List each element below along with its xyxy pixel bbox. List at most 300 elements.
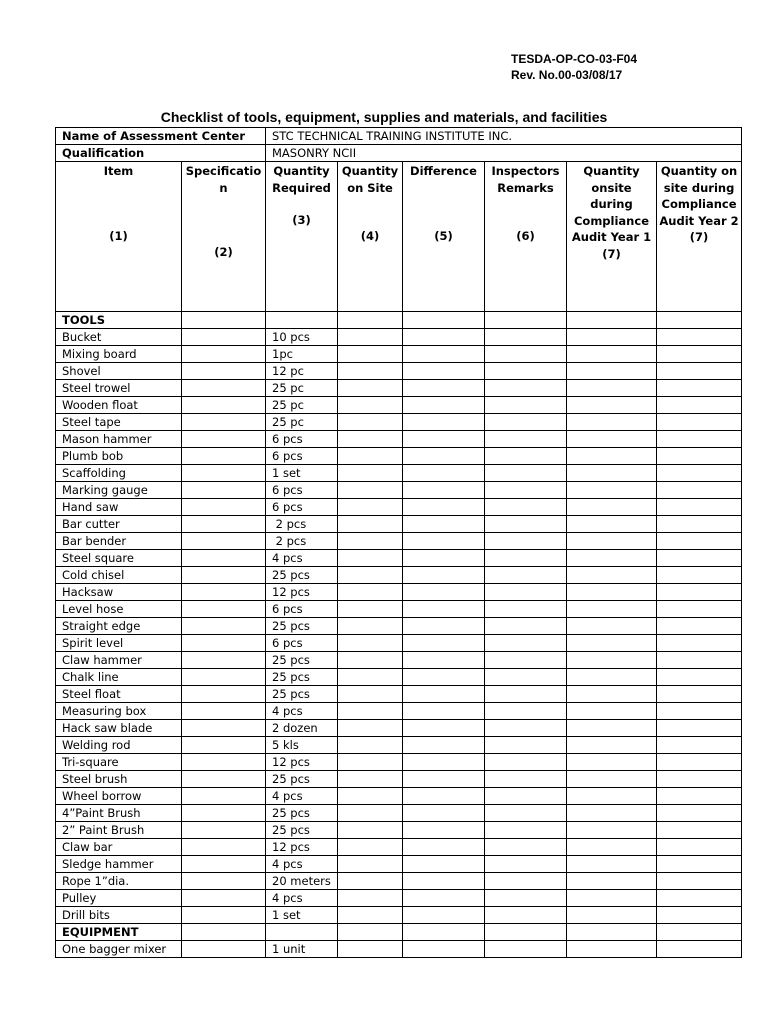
table-row: [56, 805, 742, 822]
empty-cell: [485, 737, 567, 754]
empty-cell: [485, 516, 567, 533]
item-name-cell: Steel float: [56, 686, 182, 703]
header-audit-year-1-label: Quantity onsite during Compliance Audit Year 1: [571, 164, 652, 244]
empty-cell: [182, 584, 266, 601]
tools-section-row: [56, 312, 742, 329]
empty-cell: [657, 363, 742, 380]
empty-cell: [485, 754, 567, 771]
empty-cell: [485, 635, 567, 652]
empty-cell: [657, 873, 742, 890]
item-name-cell: Wheel borrow: [56, 788, 182, 805]
empty-cell: [657, 805, 742, 822]
empty-cell: [485, 822, 567, 839]
empty-cell: [338, 516, 403, 533]
empty-cell: [266, 924, 338, 941]
empty-cell: [485, 346, 567, 363]
empty-cell: [485, 839, 567, 856]
empty-cell: [485, 499, 567, 516]
empty-cell: [403, 516, 485, 533]
empty-cell: [182, 346, 266, 363]
empty-cell: [338, 737, 403, 754]
table-row: [56, 652, 742, 669]
empty-cell: [403, 448, 485, 465]
empty-cell: [657, 414, 742, 431]
empty-cell: [567, 414, 657, 431]
empty-cell: [485, 482, 567, 499]
empty-cell: [567, 686, 657, 703]
empty-cell: [485, 941, 567, 958]
table-row: [56, 873, 742, 890]
empty-cell: [567, 431, 657, 448]
empty-cell: [657, 397, 742, 414]
empty-cell: [182, 890, 266, 907]
empty-cell: [403, 771, 485, 788]
empty-cell: [403, 380, 485, 397]
empty-cell: [182, 771, 266, 788]
empty-cell: [182, 839, 266, 856]
empty-cell: [567, 397, 657, 414]
empty-cell: [338, 482, 403, 499]
quantity-required-cell: 5 kls: [266, 737, 338, 754]
empty-cell: [338, 533, 403, 550]
empty-cell: [485, 856, 567, 873]
quantity-required-cell: 25 pcs: [266, 822, 338, 839]
item-name-cell: Bucket: [56, 329, 182, 346]
empty-cell: [567, 907, 657, 924]
quantity-required-cell: 6 pcs: [266, 601, 338, 618]
empty-cell: [182, 448, 266, 465]
table-row: [56, 907, 742, 924]
empty-cell: [567, 822, 657, 839]
empty-cell: [657, 907, 742, 924]
header-quantity-required-number: (3): [292, 213, 311, 227]
empty-cell: [338, 363, 403, 380]
empty-cell: [403, 346, 485, 363]
empty-cell: [182, 618, 266, 635]
empty-cell: [338, 465, 403, 482]
table-row: [56, 567, 742, 584]
table-row: [56, 499, 742, 516]
table-row: [56, 550, 742, 567]
table-row: [56, 720, 742, 737]
item-name-cell: Bar cutter: [56, 516, 182, 533]
empty-cell: [182, 788, 266, 805]
table-row: [56, 822, 742, 839]
table-row: [56, 754, 742, 771]
empty-cell: [657, 482, 742, 499]
item-name-cell: Cold chisel: [56, 567, 182, 584]
qualification-row: [56, 145, 742, 162]
empty-cell: [182, 754, 266, 771]
empty-cell: [403, 635, 485, 652]
empty-cell: [403, 482, 485, 499]
empty-cell: [338, 839, 403, 856]
empty-cell: [567, 363, 657, 380]
item-name-cell: Shovel: [56, 363, 182, 380]
empty-cell: [567, 669, 657, 686]
empty-cell: [403, 720, 485, 737]
item-name-cell: Wooden float: [56, 397, 182, 414]
empty-cell: [485, 312, 567, 329]
empty-cell: [657, 465, 742, 482]
empty-cell: [485, 397, 567, 414]
empty-cell: [657, 941, 742, 958]
empty-cell: [567, 941, 657, 958]
empty-cell: [567, 567, 657, 584]
empty-cell: [403, 499, 485, 516]
empty-cell: [657, 890, 742, 907]
empty-cell: [182, 907, 266, 924]
empty-cell: [485, 788, 567, 805]
empty-cell: [657, 533, 742, 550]
document-code-block: [511, 51, 637, 83]
quantity-required-cell: 25 pc: [266, 380, 338, 397]
empty-cell: [657, 312, 742, 329]
empty-cell: [182, 720, 266, 737]
empty-cell: [403, 941, 485, 958]
empty-cell: [485, 890, 567, 907]
empty-cell: [657, 771, 742, 788]
empty-cell: [567, 720, 657, 737]
empty-cell: [182, 312, 266, 329]
empty-cell: [338, 703, 403, 720]
item-name-cell: Marking gauge: [56, 482, 182, 499]
empty-cell: [403, 533, 485, 550]
quantity-required-cell: 25 pcs: [266, 805, 338, 822]
quantity-required-cell: 6 pcs: [266, 499, 338, 516]
empty-cell: [338, 618, 403, 635]
table-row: [56, 584, 742, 601]
empty-cell: [657, 584, 742, 601]
empty-cell: [182, 567, 266, 584]
empty-cell: [182, 397, 266, 414]
item-name-cell: Hack saw blade: [56, 720, 182, 737]
quantity-required-cell: 1 unit: [266, 941, 338, 958]
empty-cell: [182, 465, 266, 482]
empty-cell: [485, 720, 567, 737]
empty-cell: [403, 397, 485, 414]
empty-cell: [338, 414, 403, 431]
item-name-cell: Hacksaw: [56, 584, 182, 601]
empty-cell: [338, 499, 403, 516]
header-audit-year-1: [567, 162, 657, 312]
item-name-cell: Drill bits: [56, 907, 182, 924]
empty-cell: [657, 686, 742, 703]
empty-cell: [403, 822, 485, 839]
empty-cell: [567, 635, 657, 652]
empty-cell: [485, 873, 567, 890]
qualification-label: Qualification: [56, 145, 266, 162]
quantity-required-cell: 4 pcs: [266, 788, 338, 805]
quantity-required-cell: 25 pcs: [266, 686, 338, 703]
empty-cell: [485, 584, 567, 601]
empty-cell: [182, 601, 266, 618]
header-audit-year-2: [657, 162, 742, 312]
page-title: Checklist of tools, equipment, supplies and materials, and facilities: [160, 109, 608, 125]
header-quantity-on-site: [338, 162, 403, 312]
quantity-required-cell: 2 pcs: [266, 533, 338, 550]
empty-cell: [182, 550, 266, 567]
empty-cell: [338, 669, 403, 686]
empty-cell: [182, 686, 266, 703]
item-name-cell: Claw bar: [56, 839, 182, 856]
item-name-cell: Hand saw: [56, 499, 182, 516]
equipment-section-heading: EQUIPMENT: [56, 924, 182, 941]
empty-cell: [403, 414, 485, 431]
table-row: [56, 856, 742, 873]
empty-cell: [657, 550, 742, 567]
empty-cell: [182, 941, 266, 958]
empty-cell: [485, 703, 567, 720]
table-row: [56, 414, 742, 431]
header-item-number: (1): [109, 228, 128, 243]
empty-cell: [182, 431, 266, 448]
empty-cell: [657, 924, 742, 941]
table-row: [56, 703, 742, 720]
empty-cell: [266, 312, 338, 329]
quantity-required-cell: 25 pc: [266, 414, 338, 431]
empty-cell: [567, 516, 657, 533]
table-row: [56, 533, 742, 550]
header-item-label: Item: [103, 164, 134, 178]
empty-cell: [403, 431, 485, 448]
table-row: [56, 431, 742, 448]
empty-cell: [567, 856, 657, 873]
empty-cell: [567, 771, 657, 788]
empty-cell: [338, 941, 403, 958]
quantity-required-cell: 2 dozen: [266, 720, 338, 737]
empty-cell: [485, 431, 567, 448]
item-name-cell: 4”Paint Brush: [56, 805, 182, 822]
item-name-cell: One bagger mixer: [56, 941, 182, 958]
table-row: [56, 516, 742, 533]
empty-cell: [403, 550, 485, 567]
empty-cell: [485, 448, 567, 465]
quantity-required-cell: 6 pcs: [266, 448, 338, 465]
empty-cell: [338, 312, 403, 329]
form-code: TESDA-OP-CO-03-F04: [511, 52, 638, 66]
table-row: [56, 380, 742, 397]
empty-cell: [403, 652, 485, 669]
empty-cell: [567, 652, 657, 669]
quantity-required-cell: 2 pcs: [266, 516, 338, 533]
empty-cell: [485, 465, 567, 482]
empty-cell: [403, 890, 485, 907]
quantity-required-cell: 25 pcs: [266, 618, 338, 635]
assessment-center-label: Name of Assessment Center: [56, 128, 266, 145]
quantity-required-cell: 6 pcs: [266, 635, 338, 652]
item-name-cell: Steel square: [56, 550, 182, 567]
empty-cell: [567, 346, 657, 363]
empty-cell: [485, 380, 567, 397]
empty-cell: [403, 618, 485, 635]
quantity-required-cell: 25 pcs: [266, 652, 338, 669]
quantity-required-cell: 1 set: [266, 907, 338, 924]
item-name-cell: Mason hammer: [56, 431, 182, 448]
empty-cell: [657, 516, 742, 533]
empty-cell: [567, 805, 657, 822]
empty-cell: [403, 805, 485, 822]
empty-cell: [567, 465, 657, 482]
item-name-cell: Scaffolding: [56, 465, 182, 482]
empty-cell: [485, 329, 567, 346]
empty-cell: [567, 873, 657, 890]
empty-cell: [338, 431, 403, 448]
empty-cell: [403, 703, 485, 720]
empty-cell: [182, 329, 266, 346]
empty-cell: [657, 431, 742, 448]
empty-cell: [182, 703, 266, 720]
empty-cell: [567, 550, 657, 567]
empty-cell: [657, 737, 742, 754]
empty-cell: [182, 873, 266, 890]
empty-cell: [338, 873, 403, 890]
empty-cell: [485, 686, 567, 703]
quantity-required-cell: 1pc: [266, 346, 338, 363]
empty-cell: [567, 754, 657, 771]
item-name-cell: 2” Paint Brush: [56, 822, 182, 839]
quantity-required-cell: 1 set: [266, 465, 338, 482]
empty-cell: [485, 601, 567, 618]
assessment-center-value: STC TECHNICAL TRAINING INSTITUTE INC.: [266, 128, 742, 145]
empty-cell: [182, 482, 266, 499]
empty-cell: [403, 873, 485, 890]
item-name-cell: Tri-square: [56, 754, 182, 771]
empty-cell: [338, 601, 403, 618]
empty-cell: [182, 924, 266, 941]
table-row: [56, 839, 742, 856]
item-name-cell: Steel brush: [56, 771, 182, 788]
item-name-cell: Spirit level: [56, 635, 182, 652]
empty-cell: [657, 346, 742, 363]
quantity-required-cell: 25 pcs: [266, 669, 338, 686]
empty-cell: [657, 329, 742, 346]
empty-cell: [567, 924, 657, 941]
header-audit-year-2-label: Quantity onsite during Compliance Audit Year 2: [659, 164, 739, 228]
table-row: [56, 686, 742, 703]
item-name-cell: Plumb bob: [56, 448, 182, 465]
header-specification-number: (2): [214, 245, 233, 259]
empty-cell: [567, 618, 657, 635]
item-name-cell: Straight edge: [56, 618, 182, 635]
table-row: [56, 329, 742, 346]
empty-cell: [485, 363, 567, 380]
quantity-required-cell: 25 pc: [266, 397, 338, 414]
table-row: [56, 788, 742, 805]
header-difference-number: (5): [434, 228, 453, 243]
empty-cell: [182, 805, 266, 822]
header-quantity-required-label: Quantity Required: [272, 164, 331, 195]
revision-number: Rev. No.00-03/08/17: [511, 68, 623, 82]
table-row: [56, 465, 742, 482]
empty-cell: [338, 346, 403, 363]
quantity-required-cell: 10 pcs: [266, 329, 338, 346]
empty-cell: [485, 533, 567, 550]
qualification-value: MASONRY NCII: [266, 145, 742, 162]
empty-cell: [657, 567, 742, 584]
empty-cell: [657, 856, 742, 873]
item-name-cell: Rope 1”dia.: [56, 873, 182, 890]
empty-cell: [182, 516, 266, 533]
empty-cell: [403, 329, 485, 346]
empty-cell: [182, 499, 266, 516]
equipment-section-row: [56, 924, 742, 941]
quantity-required-cell: 4 pcs: [266, 890, 338, 907]
empty-cell: [485, 669, 567, 686]
empty-cell: [182, 822, 266, 839]
empty-cell: [182, 414, 266, 431]
empty-cell: [338, 584, 403, 601]
item-name-cell: Level hose: [56, 601, 182, 618]
empty-cell: [403, 312, 485, 329]
quantity-required-cell: 4 pcs: [266, 703, 338, 720]
item-name-cell: Measuring box: [56, 703, 182, 720]
item-name-cell: Bar bender: [56, 533, 182, 550]
empty-cell: [403, 465, 485, 482]
empty-cell: [338, 890, 403, 907]
empty-cell: [485, 618, 567, 635]
empty-cell: [485, 550, 567, 567]
empty-cell: [403, 924, 485, 941]
empty-cell: [403, 737, 485, 754]
empty-cell: [567, 584, 657, 601]
header-quantity-on-site-number: (4): [360, 229, 380, 243]
empty-cell: [338, 788, 403, 805]
header-difference-label: Difference: [410, 164, 477, 178]
item-name-cell: Claw hammer: [56, 652, 182, 669]
empty-cell: [182, 533, 266, 550]
header-inspectors-remarks: [485, 162, 567, 312]
table-row: [56, 448, 742, 465]
empty-cell: [338, 397, 403, 414]
empty-cell: [485, 907, 567, 924]
empty-cell: [338, 822, 403, 839]
empty-cell: [338, 329, 403, 346]
quantity-required-cell: 4 pcs: [266, 550, 338, 567]
empty-cell: [485, 805, 567, 822]
table-row: [56, 618, 742, 635]
empty-cell: [403, 584, 485, 601]
empty-cell: [567, 890, 657, 907]
header-specification: [182, 162, 266, 312]
empty-cell: [338, 448, 403, 465]
item-name-cell: Pulley: [56, 890, 182, 907]
empty-cell: [657, 448, 742, 465]
empty-cell: [338, 380, 403, 397]
empty-cell: [403, 856, 485, 873]
empty-cell: [657, 652, 742, 669]
empty-cell: [485, 924, 567, 941]
item-name-cell: Chalk line: [56, 669, 182, 686]
header-difference: [403, 162, 485, 312]
empty-cell: [338, 720, 403, 737]
empty-cell: [338, 856, 403, 873]
quantity-required-cell: 25 pcs: [266, 771, 338, 788]
quantity-required-cell: 6 pcs: [266, 431, 338, 448]
empty-cell: [403, 907, 485, 924]
quantity-required-cell: 4 pcs: [266, 856, 338, 873]
item-name-cell: Steel trowel: [56, 380, 182, 397]
empty-cell: [403, 788, 485, 805]
empty-cell: [657, 788, 742, 805]
empty-cell: [657, 380, 742, 397]
table-row: [56, 890, 742, 907]
quantity-required-cell: 20 meters: [266, 873, 338, 890]
empty-cell: [403, 669, 485, 686]
header-inspectors-remarks-number: (6): [516, 229, 535, 243]
empty-cell: [485, 652, 567, 669]
table-row: [56, 397, 742, 414]
